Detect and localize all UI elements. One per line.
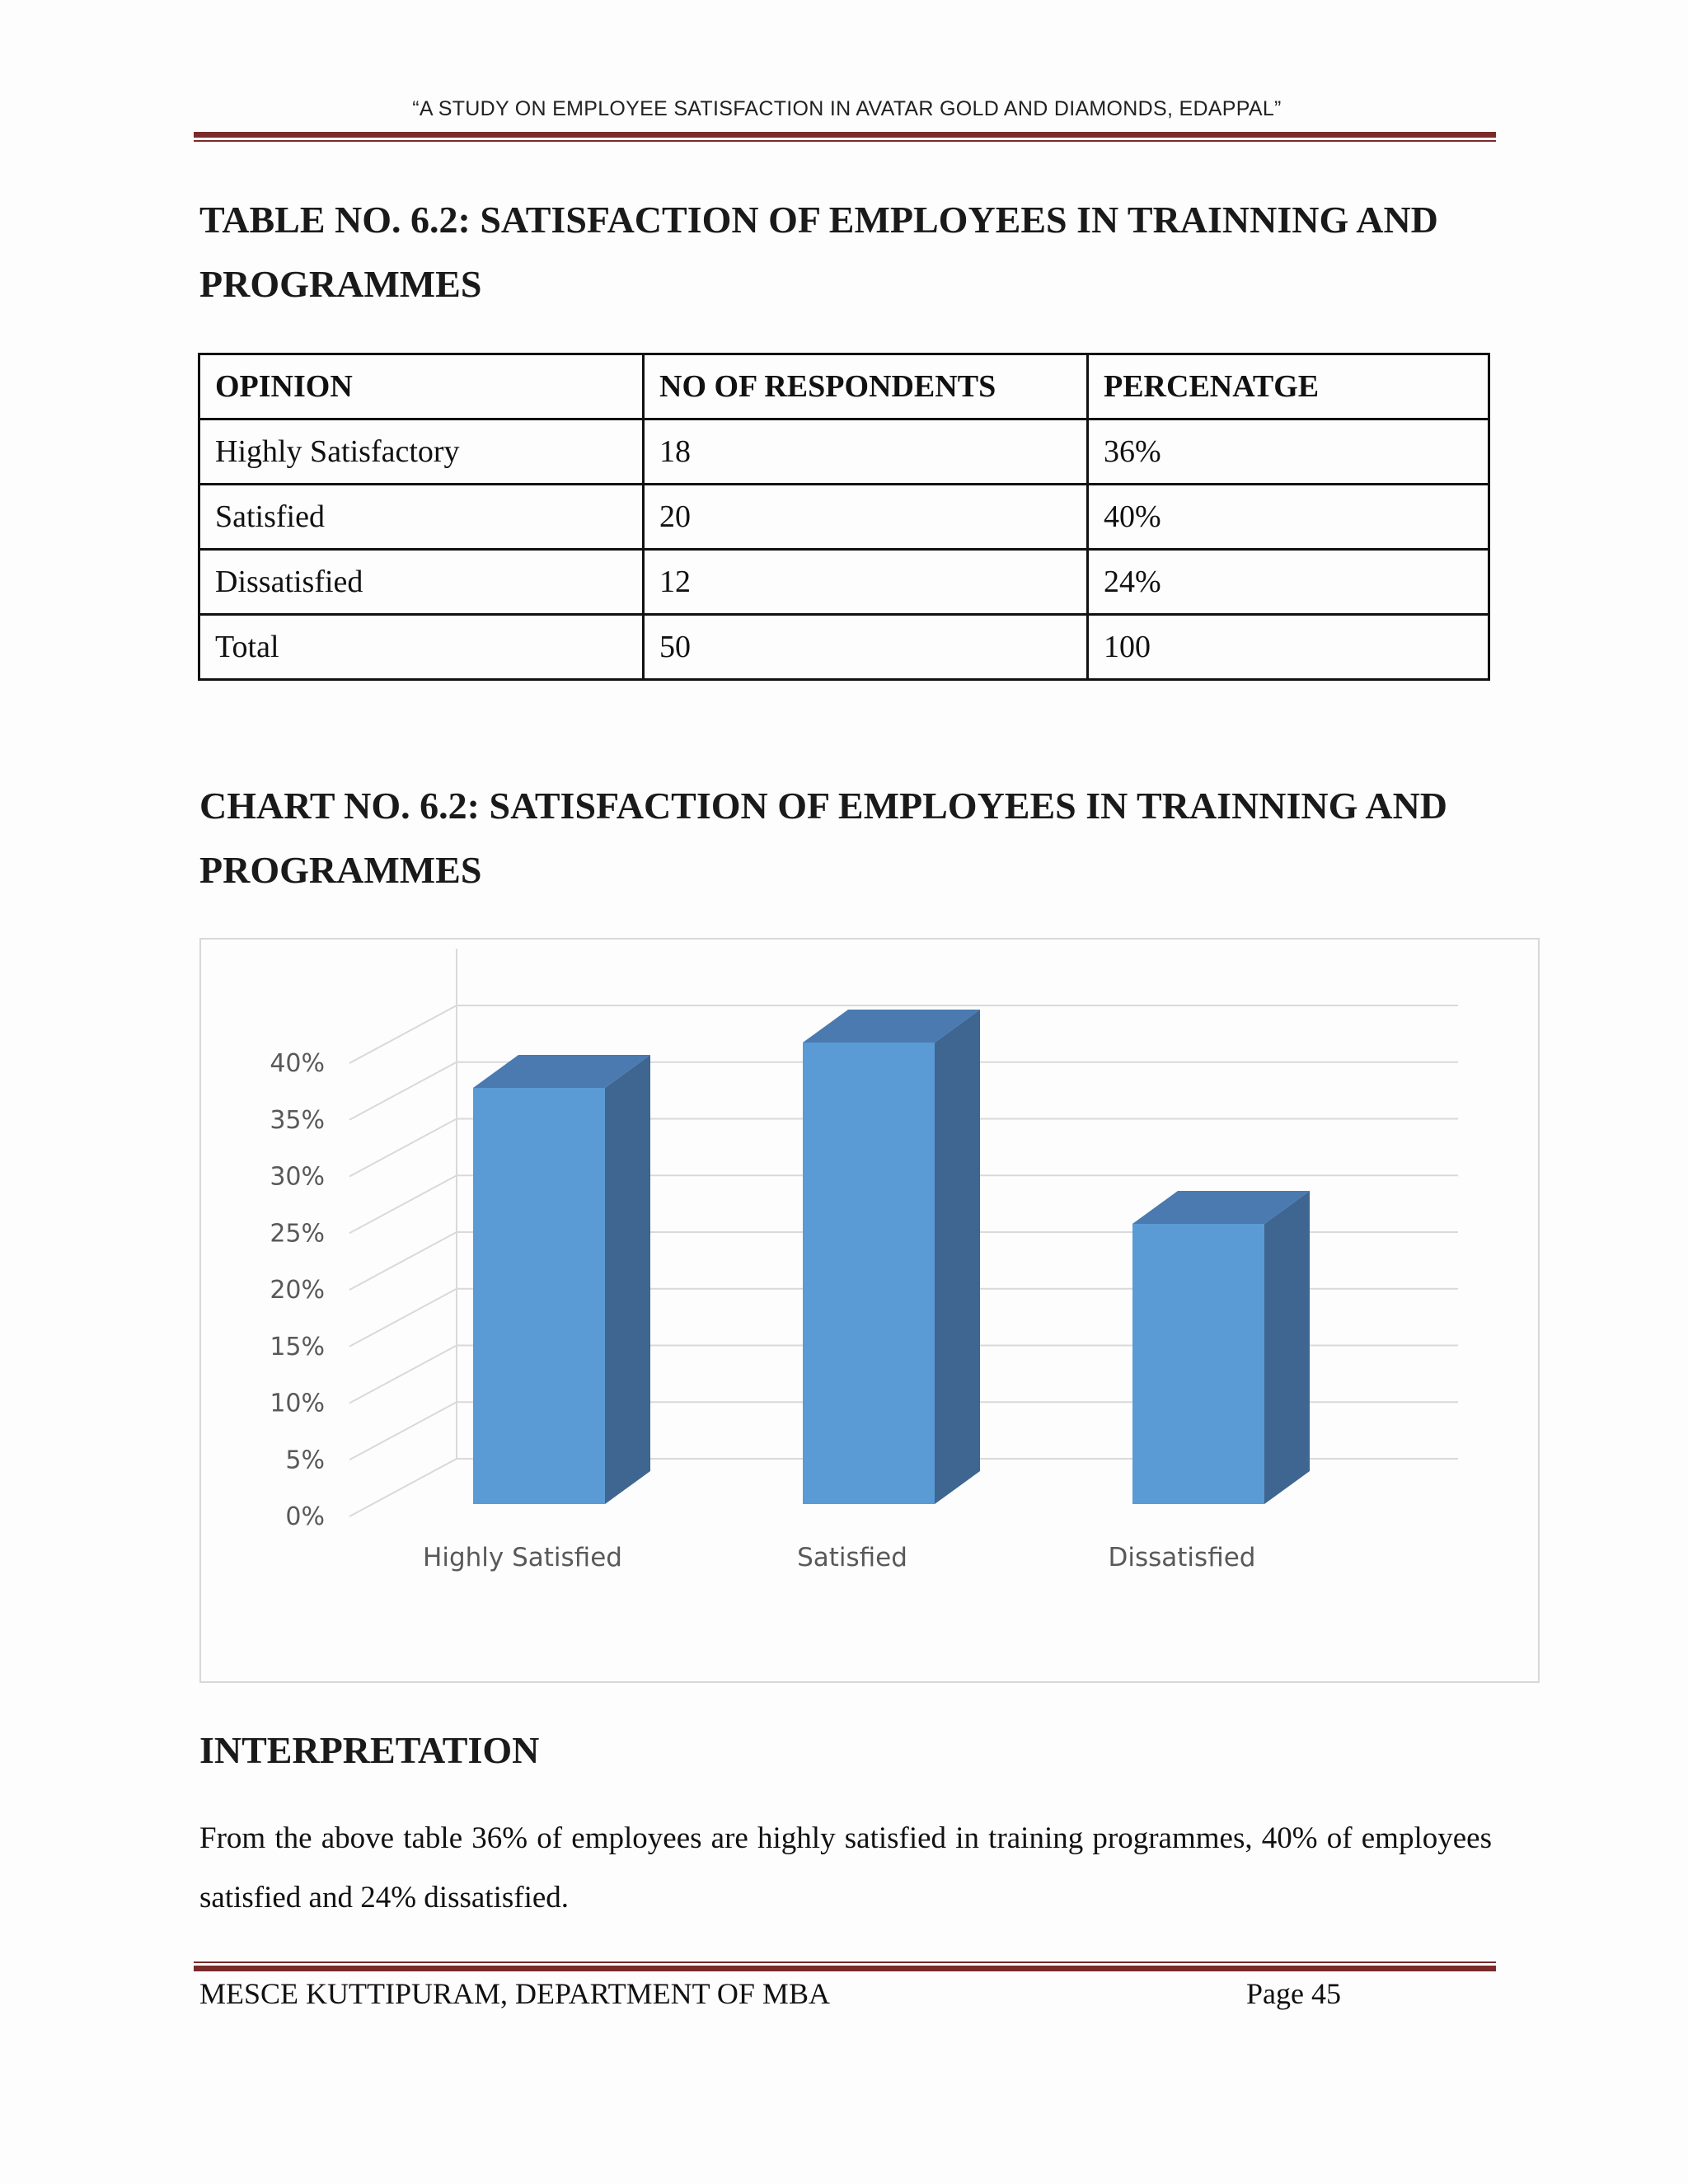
table-row (199, 419, 1489, 485)
interpretation-heading: INTERPRETATION (199, 1729, 540, 1771)
table-cell: 40% (1088, 485, 1489, 550)
table-cell: 36% (1088, 419, 1489, 485)
y-tick-label: 35% (270, 1105, 325, 1135)
table-row-total (199, 615, 1489, 680)
table-cell: Total (199, 615, 644, 680)
y-tick-label: 10% (270, 1389, 325, 1418)
gridline-diagonal (349, 1346, 457, 1404)
satisfaction-table (198, 353, 1490, 681)
y-tick-label: 0% (285, 1502, 325, 1531)
table-cell: 18 (644, 419, 1088, 485)
gridline-diagonal (349, 1119, 457, 1177)
bar-side (935, 1010, 980, 1504)
y-tick-label: 25% (270, 1219, 325, 1249)
column-header-opinion: OPINION (199, 354, 644, 419)
y-tick-label: 15% (270, 1332, 325, 1361)
footer-rule (194, 1961, 1496, 1971)
interpretation-text: From the above table 36% of employees are highly satisfied in training programmes, 40% of employees satisfied and 24% dissatisfied. (199, 1821, 1492, 1915)
bar-chart-svg (201, 940, 1538, 1681)
bar (473, 1088, 605, 1504)
gridline-diagonal (349, 1175, 457, 1233)
table-cell: 12 (644, 550, 1088, 615)
page-number: Page 45 (1246, 1977, 1341, 2010)
gridline-diagonal (349, 1005, 457, 1063)
table-row (199, 485, 1489, 550)
x-tick-label: Highly Satisfied (423, 1543, 622, 1572)
table-cell: 100 (1088, 615, 1489, 680)
table-cell: 24% (1088, 550, 1489, 615)
y-tick-label: 20% (270, 1276, 325, 1305)
table-cell: Highly Satisfactory (199, 419, 644, 485)
table-row (199, 550, 1489, 615)
table-cell: Satisfied (199, 485, 644, 550)
bar-side (605, 1055, 650, 1504)
y-tick-label: 40% (270, 1049, 325, 1078)
column-header-percentage: PERCENATGE (1088, 354, 1489, 419)
y-tick-label: 5% (285, 1446, 325, 1475)
gridline-diagonal (349, 1232, 457, 1290)
table-title: TABLE NO. 6.2: SATISFACTION OF EMPLOYEES IN TRAINNING AND PROGRAMMES (199, 199, 1438, 305)
gridline-diagonal (349, 1289, 457, 1347)
running-header: “A STUDY ON EMPLOYEE SATISFACTION IN AVATAR GOLD AND DIAMONDS, EDAPPAL” (412, 97, 1282, 120)
table-header-row (199, 354, 1489, 419)
y-tick-label: 30% (270, 1162, 325, 1192)
bar (803, 1043, 935, 1504)
table-cell: 50 (644, 615, 1088, 680)
table-cell: Dissatisfied (199, 550, 644, 615)
bar (1132, 1224, 1264, 1504)
gridline-diagonal (349, 1062, 457, 1120)
gridline-diagonal (349, 1459, 457, 1516)
chart-title: CHART NO. 6.2: SATISFACTION OF EMPLOYEES IN TRAINNING AND PROGRAMMES (199, 785, 1448, 891)
x-tick-label: Satisfied (797, 1543, 907, 1572)
footer-institution: MESCE KUTTIPURAM, DEPARTMENT OF MBA (199, 1977, 830, 2010)
x-tick-label: Dissatisfied (1108, 1543, 1256, 1572)
gridline-diagonal (349, 1402, 457, 1460)
bar-side (1264, 1191, 1310, 1504)
column-header-respondents: NO OF RESPONDENTS (644, 354, 1088, 419)
table-cell: 20 (644, 485, 1088, 550)
bar-chart (199, 938, 1540, 1683)
header-rule (194, 132, 1496, 142)
